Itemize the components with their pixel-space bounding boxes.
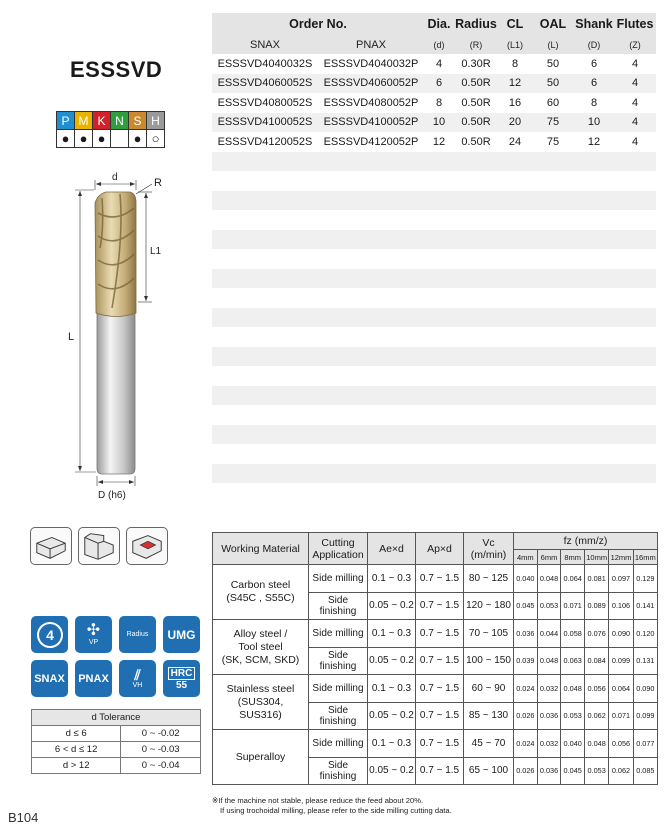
cutting-row — [213, 675, 658, 703]
order-cell-pnax: ESSSVD4100052P — [318, 113, 424, 133]
dia-sub-header: (d) — [424, 35, 454, 54]
product-title: ESSSVD — [70, 57, 163, 82]
cutting-vc: 85 ~ 130 — [464, 702, 514, 730]
iso-mark-p: ● — [57, 130, 75, 148]
cutting-vc: 80 ~ 125 — [464, 565, 514, 593]
order-empty-row — [212, 386, 656, 406]
order-row — [212, 132, 656, 152]
fz-value: 0.058 — [561, 620, 585, 648]
tolerance-range: d ≤ 6 — [32, 726, 121, 742]
fz-value: 0.045 — [514, 592, 538, 620]
order-cell-shank: 8 — [590, 96, 598, 109]
cutting-ae: 0.1 ~ 0.3 — [368, 675, 416, 703]
fz-value: 0.056 — [609, 730, 633, 758]
fz-value: 0.081 — [585, 565, 609, 593]
material-name: Alloy steel / — [233, 627, 288, 640]
order-row — [212, 93, 656, 113]
tolerance-range: d > 12 — [32, 758, 121, 774]
cl-header: CL — [498, 13, 532, 35]
fz-value: 0.024 — [514, 730, 538, 758]
order-empty-row — [212, 288, 656, 308]
order-no-header: Order No. — [212, 13, 424, 35]
fz-value: 0.077 — [633, 730, 657, 758]
material-spec: SUS316) — [239, 708, 282, 721]
order-empty-row — [212, 249, 656, 269]
fz-value: 0.036 — [537, 702, 561, 730]
cutting-ap: 0.7 ~ 1.5 — [416, 675, 464, 703]
fz-value: 0.056 — [585, 675, 609, 703]
cutting-application: Side finishing — [309, 592, 368, 620]
cutting-ap: 0.7 ~ 1.5 — [416, 620, 464, 648]
fz-value: 0.062 — [609, 757, 633, 785]
fz-value: 0.090 — [609, 620, 633, 648]
fz-value: 0.053 — [561, 702, 585, 730]
cutting-vc: 100 ~ 150 — [464, 647, 514, 675]
fz-size-header: 12mm — [609, 550, 633, 565]
fz-value: 0.106 — [609, 592, 633, 620]
dim-shank-label: D (h6) — [98, 490, 126, 501]
fz-value: 0.089 — [585, 592, 609, 620]
cutting-ap: 0.7 ~ 1.5 — [416, 647, 464, 675]
oal-sub-header: (L) — [532, 35, 574, 54]
order-cell-radius: 0.50R — [461, 96, 491, 109]
cutting-vc: 65 ~ 100 — [464, 757, 514, 785]
fz-size-header: 10mm — [585, 550, 609, 565]
pnax-badge: PNAX — [75, 660, 112, 697]
material-cell — [213, 675, 309, 730]
fz-value: 0.063 — [561, 647, 585, 675]
tolerance-range: 6 < d ≤ 12 — [32, 742, 121, 758]
fz-value: 0.090 — [633, 675, 657, 703]
material-spec: (SK, SCM, SKD) — [221, 653, 300, 666]
umg-badge: UMG — [163, 616, 200, 653]
order-cell-flutes: 4 — [631, 57, 639, 70]
tool-shank — [97, 308, 135, 474]
order-empty-row — [212, 191, 656, 211]
cutting-ae: 0.1 ~ 0.3 — [368, 620, 416, 648]
fz-value: 0.076 — [585, 620, 609, 648]
order-empty-row — [212, 464, 656, 484]
cutting-application-header: Cutting Application — [309, 533, 368, 565]
tolerance-row — [32, 758, 201, 774]
order-empty-row — [212, 269, 656, 289]
iso-letter-s: S — [129, 112, 147, 130]
order-table — [212, 13, 656, 503]
fz-value: 0.062 — [585, 702, 609, 730]
order-cell-dia: 4 — [435, 57, 443, 70]
fz-size-header: 8mm — [561, 550, 585, 565]
order-cell-oal: 75 — [532, 113, 574, 133]
cutting-ae: 0.05 ~ 0.2 — [368, 592, 416, 620]
order-cell-pnax: ESSSVD4060052P — [318, 74, 424, 94]
tolerance-value: 0 ~ -0.04 — [121, 758, 201, 774]
cutting-application: Side finishing — [309, 647, 368, 675]
fz-value: 0.099 — [609, 647, 633, 675]
dim-r-label: R — [154, 177, 162, 189]
ap-header: Ap×d — [416, 533, 464, 565]
fz-value: 0.071 — [609, 702, 633, 730]
cutting-application: Side milling — [309, 620, 368, 648]
order-cell-dia: 10 — [424, 113, 454, 133]
fz-value: 0.045 — [561, 757, 585, 785]
cutting-vc: 45 ~ 70 — [464, 730, 514, 758]
operation-icons — [30, 527, 168, 565]
radius-sub-header: (R) — [454, 35, 498, 54]
order-cell-snax: ESSSVD4060052S — [212, 74, 318, 94]
iso-letter-p: P — [57, 112, 75, 130]
flutes-sub-header: (Z) — [614, 35, 656, 54]
order-empty-row — [212, 210, 656, 230]
fz-value: 0.036 — [537, 757, 561, 785]
order-cell-oal: 50 — [532, 74, 574, 94]
order-cell-flutes: 4 — [614, 74, 656, 94]
fz-value: 0.099 — [633, 702, 657, 730]
footnote-line-1: ※If the machine not stable, please reduce the feed about 20%. — [212, 796, 424, 805]
cutting-application: Side milling — [309, 675, 368, 703]
order-row — [212, 113, 656, 133]
fz-value: 0.085 — [633, 757, 657, 785]
vc-header — [464, 533, 514, 565]
fz-value: 0.039 — [514, 647, 538, 675]
cutting-application: Side finishing — [309, 757, 368, 785]
ae-header: Ae×d — [368, 533, 416, 565]
fz-value: 0.026 — [514, 757, 538, 785]
order-cell-cl: 12 — [498, 74, 532, 94]
cutting-application: Side finishing — [309, 702, 368, 730]
fz-value: 0.040 — [514, 565, 538, 593]
vh-label: VH — [132, 682, 143, 689]
fz-value: 0.044 — [537, 620, 561, 648]
dim-l-label: L — [68, 331, 75, 343]
iso-letter-m: M — [75, 112, 93, 130]
order-cell-shank: 10 — [574, 113, 614, 133]
cutting-row — [213, 730, 658, 758]
material-cell — [213, 620, 309, 675]
material-name: Superalloy — [235, 750, 286, 763]
fz-value: 0.048 — [537, 647, 561, 675]
fz-header: fz (mm/z) — [514, 533, 658, 550]
order-empty-row — [212, 230, 656, 250]
cutting-ae: 0.05 ~ 0.2 — [368, 702, 416, 730]
order-cell-snax: ESSSVD4120052S — [217, 135, 313, 148]
cutting-conditions-table — [212, 532, 658, 785]
order-cell-snax: ESSSVD4040032S — [217, 57, 313, 70]
footnote-line-2: If using trochoidal milling, please refer to the side milling cutting data. — [220, 806, 452, 815]
cutting-ae: 0.1 ~ 0.3 — [368, 730, 416, 758]
working-material-header: Working Material — [213, 533, 309, 565]
iso-mark-k: ● — [93, 130, 111, 148]
dia-header: Dia. — [424, 13, 454, 35]
variable-pitch-icon: ✣ — [86, 622, 101, 639]
material-name2: Tool steel — [238, 640, 283, 653]
fz-size-header: 4mm — [514, 550, 538, 565]
material-cell — [213, 730, 309, 785]
iso-letter-h: H — [147, 112, 165, 130]
oal-header: OAL — [532, 13, 574, 35]
tool-drawing — [60, 168, 190, 503]
tolerance-title: d Tolerance — [32, 710, 201, 726]
fz-value: 0.120 — [633, 620, 657, 648]
fz-value: 0.131 — [633, 647, 657, 675]
order-cell-radius: 0.50R — [454, 113, 498, 133]
helix-icon: ⫽ — [134, 667, 141, 683]
material-name2: (SUS304, — [237, 695, 284, 708]
pocket-milling-icon — [126, 527, 168, 565]
order-cell-cl: 8 — [511, 57, 519, 70]
fz-value: 0.040 — [561, 730, 585, 758]
iso-letter-n: N — [111, 112, 129, 130]
fz-value: 0.024 — [514, 675, 538, 703]
vh-badge — [119, 660, 156, 697]
fz-value: 0.026 — [514, 702, 538, 730]
radius-label: Radius — [126, 631, 149, 638]
iso-mark-n — [111, 130, 129, 148]
snax-badge: SNAX — [31, 660, 68, 697]
radius-badge — [119, 616, 156, 653]
order-cell-pnax: ESSSVD4120052P — [323, 135, 419, 148]
order-cell-radius: 0.50R — [454, 74, 498, 94]
order-empty-row — [212, 308, 656, 328]
fz-value: 0.048 — [561, 675, 585, 703]
order-empty-row — [212, 347, 656, 367]
cutting-ae: 0.05 ~ 0.2 — [368, 757, 416, 785]
order-row — [212, 74, 656, 94]
cutting-row — [213, 620, 658, 648]
order-cell-snax: ESSSVD4100052S — [212, 113, 318, 133]
order-cell-radius: 0.50R — [461, 135, 491, 148]
material-name: Carbon steel — [230, 579, 291, 591]
fz-value: 0.071 — [561, 592, 585, 620]
material-cell — [213, 565, 309, 620]
cutting-ap: 0.7 ~ 1.5 — [416, 592, 464, 620]
page-number: B104 — [8, 810, 39, 825]
cutting-vc: 60 ~ 90 — [464, 675, 514, 703]
order-cell-flutes: 4 — [631, 135, 639, 148]
cutting-ap: 0.7 ~ 1.5 — [416, 730, 464, 758]
hrc-badge — [163, 660, 200, 697]
order-cell-oal: 75 — [546, 135, 560, 148]
order-cell-dia: 12 — [432, 135, 446, 148]
face-milling-icon — [30, 527, 72, 565]
fz-value: 0.032 — [537, 730, 561, 758]
cutting-ae: 0.05 ~ 0.2 — [368, 647, 416, 675]
order-cell-dia: 8 — [435, 96, 443, 109]
order-empty-row — [212, 444, 656, 464]
cutting-application: Side milling — [309, 565, 368, 593]
order-row — [212, 54, 656, 74]
fz-size-header: 6mm — [537, 550, 561, 565]
iso-mark-h: ○ — [147, 130, 165, 148]
vc-unit: (m/min) — [470, 548, 507, 561]
fz-value: 0.084 — [585, 647, 609, 675]
vp-badge — [75, 616, 112, 653]
fz-value: 0.097 — [609, 565, 633, 593]
iso-letter-k: K — [93, 112, 111, 130]
footnote — [212, 796, 452, 816]
order-cell-oal: 60 — [546, 96, 560, 109]
order-cell-shank: 12 — [587, 135, 601, 148]
side-milling-icon — [78, 527, 120, 565]
shank-sub-header: (D) — [574, 35, 614, 54]
material-spec: (S45C , S55C) — [226, 592, 295, 604]
cutting-ap: 0.7 ~ 1.5 — [416, 757, 464, 785]
shank-header: Shank — [574, 13, 614, 35]
fz-value: 0.048 — [585, 730, 609, 758]
order-cell-snax: ESSSVD4080052S — [217, 96, 313, 109]
order-cell-shank: 6 — [574, 74, 614, 94]
dim-d-label: d — [112, 172, 118, 183]
fz-value: 0.129 — [633, 565, 657, 593]
order-cell-flutes: 4 — [631, 96, 639, 109]
order-cell-dia: 6 — [424, 74, 454, 94]
order-cell-cl: 20 — [498, 113, 532, 133]
cutting-vc: 70 ~ 105 — [464, 620, 514, 648]
iso-mark-s: ● — [129, 130, 147, 148]
hrc-label: HRC — [168, 667, 196, 680]
four-flute-icon — [35, 620, 65, 650]
cutting-ap: 0.7 ~ 1.5 — [416, 565, 464, 593]
iso-mark-m: ● — [75, 130, 93, 148]
order-empty-row — [212, 405, 656, 425]
cl-sub-header: (L1) — [498, 35, 532, 54]
fz-value: 0.048 — [537, 565, 561, 593]
order-cell-flutes: 4 — [614, 113, 656, 133]
cutting-ap: 0.7 ~ 1.5 — [416, 702, 464, 730]
order-cell-pnax: ESSSVD4040032P — [323, 57, 419, 70]
iso-material-grid — [56, 111, 165, 148]
order-cell-pnax: ESSSVD4080052P — [323, 96, 419, 109]
tolerance-value: 0 ~ -0.03 — [121, 742, 201, 758]
snax-header: SNAX — [212, 35, 318, 54]
order-empty-row — [212, 171, 656, 191]
fz-value: 0.141 — [633, 592, 657, 620]
fz-size-header: 16mm — [633, 550, 657, 565]
cutting-vc: 120 ~ 180 — [464, 592, 514, 620]
order-empty-row — [212, 366, 656, 386]
tolerance-row — [32, 726, 201, 742]
tolerance-table — [31, 709, 201, 774]
cutting-row — [213, 565, 658, 593]
order-cell-radius: 0.30R — [461, 57, 491, 70]
cutting-application: Side milling — [309, 730, 368, 758]
material-name: Stainless steel — [226, 682, 295, 695]
vp-label: VP — [88, 639, 99, 646]
fz-value: 0.053 — [537, 592, 561, 620]
order-cell-oal: 50 — [546, 57, 560, 70]
tolerance-value: 0 ~ -0.02 — [121, 726, 201, 742]
dim-l1-label: L1 — [150, 246, 162, 257]
radius-header: Radius — [454, 13, 498, 35]
flutes-badge — [31, 616, 68, 653]
vc-label: Vc — [482, 536, 495, 549]
flutes-badge-label: 4 — [45, 626, 54, 643]
fz-value: 0.032 — [537, 675, 561, 703]
order-cell-cl: 24 — [508, 135, 522, 148]
order-empty-row — [212, 327, 656, 347]
order-empty-row — [212, 483, 656, 503]
cutting-ae: 0.1 ~ 0.3 — [368, 565, 416, 593]
order-empty-row — [212, 152, 656, 172]
tolerance-row — [32, 742, 201, 758]
flutes-header: Flutes — [614, 13, 656, 35]
order-cell-shank: 6 — [590, 57, 598, 70]
fz-value: 0.064 — [561, 565, 585, 593]
order-cell-cl: 16 — [508, 96, 522, 109]
hrc-value: 55 — [175, 679, 188, 691]
order-empty-row — [212, 425, 656, 445]
fz-value: 0.036 — [514, 620, 538, 648]
fz-value: 0.064 — [609, 675, 633, 703]
pnax-header: PNAX — [318, 35, 424, 54]
fz-value: 0.053 — [585, 757, 609, 785]
